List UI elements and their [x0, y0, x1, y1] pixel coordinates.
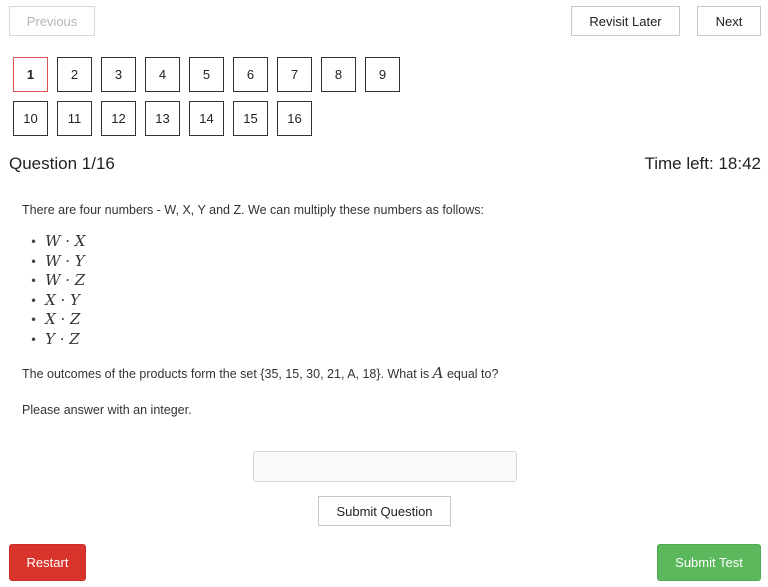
question-counter: Question 1/16 [9, 154, 115, 173]
bullet-icon: • [30, 293, 38, 308]
question-number-9[interactable]: 9 [365, 57, 400, 92]
question-number-13[interactable]: 13 [145, 101, 180, 136]
question-number-5[interactable]: 5 [189, 57, 224, 92]
product-item [30, 232, 85, 252]
answer-input[interactable] [253, 451, 517, 482]
bullet-icon: • [30, 332, 38, 347]
product-expression: Y · Z [45, 329, 80, 348]
outcome-text-before: The outcomes of the products form the set {35, 15, 30, 21, A, 18}. What is [22, 367, 433, 381]
product-item [30, 271, 85, 291]
question-intro: There are four numbers - W, X, Y and Z. We can multiply these numbers as follows: [22, 203, 485, 217]
product-expression: W · X [45, 232, 86, 250]
question-number-1[interactable]: 1 [13, 57, 48, 92]
bullet-icon: • [30, 254, 38, 269]
question-number-4[interactable]: 4 [145, 57, 180, 92]
product-expression: W · Y [45, 251, 85, 270]
question-outcome [22, 364, 498, 382]
product-expression: X · Z [45, 310, 81, 329]
bullet-icon: • [30, 313, 38, 328]
question-number-16[interactable]: 16 [277, 101, 312, 136]
outcome-variable: A [432, 364, 444, 382]
product-item [30, 252, 85, 272]
previous-button[interactable]: Previous [9, 6, 95, 36]
question-number-10[interactable]: 10 [13, 101, 48, 136]
products-list [30, 232, 85, 350]
bullet-icon: • [30, 274, 38, 289]
question-number-3[interactable]: 3 [101, 57, 136, 92]
next-button[interactable]: Next [697, 6, 761, 36]
product-expression: X · Y [45, 290, 80, 309]
question-number-11[interactable]: 11 [57, 101, 92, 136]
restart-button[interactable]: Restart [9, 544, 86, 581]
timer: Time left: 18:42 [644, 154, 761, 173]
question-number-8[interactable]: 8 [321, 57, 356, 92]
question-number-7[interactable]: 7 [277, 57, 312, 92]
question-number-6[interactable]: 6 [233, 57, 268, 92]
bullet-icon: • [30, 235, 38, 249]
revisit-later-button[interactable]: Revisit Later [571, 6, 680, 36]
product-item [30, 291, 85, 311]
question-number-2[interactable]: 2 [57, 57, 92, 92]
product-item [30, 330, 85, 350]
question-number-12[interactable]: 12 [101, 101, 136, 136]
question-number-15[interactable]: 15 [233, 101, 268, 136]
answer-instruction: Please answer with an integer. [22, 403, 192, 417]
product-item [30, 310, 85, 330]
outcome-text-after: equal to? [443, 367, 499, 381]
product-expression: W · Z [45, 271, 86, 290]
submit-question-button[interactable]: Submit Question [318, 496, 451, 526]
question-number-14[interactable]: 14 [189, 101, 224, 136]
submit-test-button[interactable]: Submit Test [657, 544, 761, 581]
